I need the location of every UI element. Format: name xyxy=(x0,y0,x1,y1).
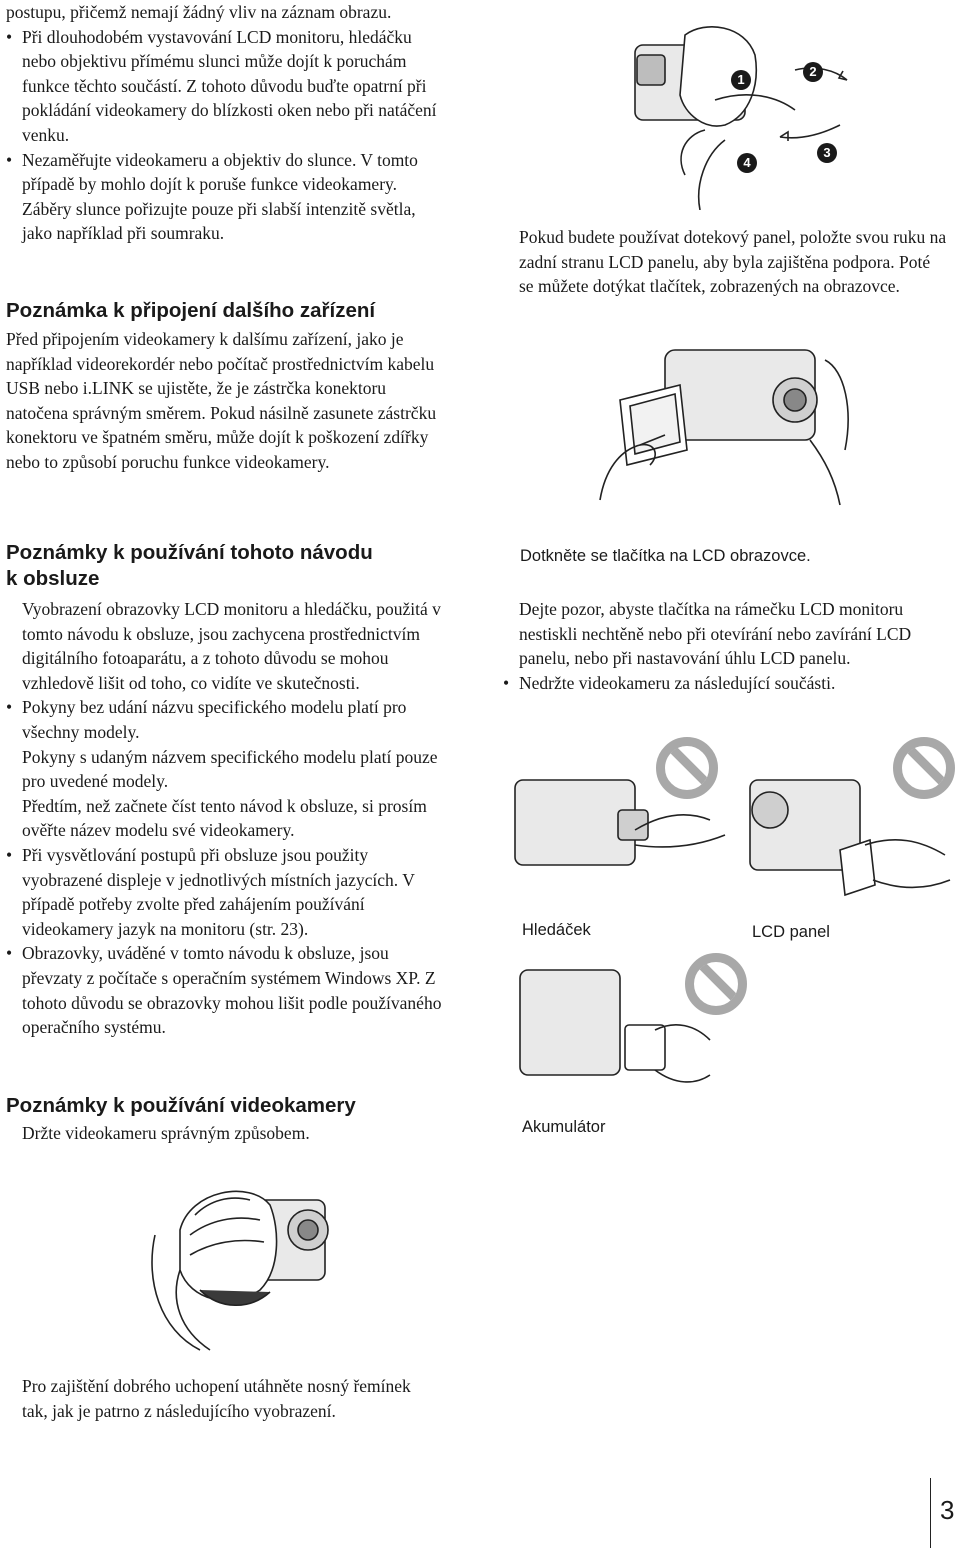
caution-item xyxy=(503,671,948,696)
strap-note-text: Pro zajištění dobrého uchopení utáhněte nosný řemínek tak, jak je patrno z následujícího vyobrazení. xyxy=(22,1376,411,1421)
intro-text-0: postupu, přičemž nemají žádný vliv na záznam obrazu. xyxy=(6,2,392,22)
lcd-touch-illustration xyxy=(595,330,855,510)
label-battery: Akumulátor xyxy=(522,1118,606,1136)
manual-note xyxy=(6,941,446,1039)
camera-notes-list xyxy=(6,1121,446,1146)
grip-illustration xyxy=(140,1160,340,1360)
section-title-manual-line1: Poznámky k používání tohoto návodu xyxy=(6,541,373,564)
intro-text-1: Při dlouhodobém vystavování LCD monitoru, hledáčku nebo objektivu přímému slunci může dojít k poruchám funkce těchto součástí. Z tohoto důvodu buďte opatrní při pokládání videokamery do blízkosti oken nebo při natáčení venku. xyxy=(22,26,437,145)
page-number: 3 xyxy=(940,1495,955,1525)
intro-text-2: Nezaměřujte videokameru a objektiv do slunce. V tomto případě by mohlo dojít k poruše funkce videokamery. Záběry slunce pořizujte pouze při slabší intenzitě světla, jako například při soumraku. xyxy=(22,149,418,244)
section-title-manual xyxy=(6,540,466,592)
manual-note-cont-2: Předtím, než začnete číst tento návod k obsluze, si prosím ověřte název modelu své videokamery. xyxy=(22,795,427,841)
strap-note xyxy=(6,1374,426,1423)
lcd-note xyxy=(503,225,948,299)
label-viewfinder: Hledáček xyxy=(522,921,591,939)
prohibited-icon-lcd xyxy=(893,737,955,799)
manual-note-cont-1: Pokyny s udaným názvem specifického modelu platí pouze pro uvedené modely. xyxy=(22,746,438,792)
prohibited-icon-viewfinder xyxy=(656,737,718,799)
manual-notes-list xyxy=(6,597,446,1040)
lcd-caption: Dotkněte se tlačítka na LCD obrazovce. xyxy=(520,547,811,565)
intro-item-continued xyxy=(6,0,446,25)
manual-note-text-2: Při vysvětlování postupů při obsluze jsou použity vyobrazené displeje v jednotlivých místních jazycích. V případě potřeby zvolte před zahájením používání videokamery jazyk na monitoru (str. 23). xyxy=(22,844,415,939)
label-lcd-panel: LCD panel xyxy=(752,923,830,941)
prohibited-slash xyxy=(696,959,746,1009)
intro-list xyxy=(6,0,446,246)
prohibited-icon-battery xyxy=(685,953,747,1015)
manual-note-text-1: Pokyny bez udání názvu specifického modelu platí pro všechny modely. xyxy=(22,697,407,742)
step-badge-4: 4 xyxy=(737,153,757,173)
manual-note xyxy=(6,843,446,941)
page-number-rule xyxy=(930,1478,931,1548)
prohibited-slash xyxy=(667,743,717,793)
manual-note xyxy=(6,597,446,695)
step-badge-3: 3 xyxy=(817,143,837,163)
strap-notes-list xyxy=(6,1374,426,1423)
lcd-note-text: Pokud budete používat dotekový panel, položte svou ruku na zadní stranu LCD panelu, aby byla zajištěna podpora. Poté se můžete dotýkat tlačítek, zobrazených na obrazovce. xyxy=(519,227,947,297)
caution-list xyxy=(503,597,948,695)
intro-item xyxy=(6,148,446,246)
step-badge-2: 2 xyxy=(803,62,823,82)
step-badge-1: 1 xyxy=(731,70,751,90)
caution-item xyxy=(503,597,948,671)
section-title-manual-line2: k obsluze xyxy=(6,567,100,590)
caution-text-0: Dejte pozor, abyste tlačítka na rámečku LCD monitoru nestiskli nechtěně nebo při otevírání nebo zavírání LCD panelu, nebo při nastavování úhlu LCD panelu. xyxy=(519,599,912,669)
lcd-notes-list xyxy=(503,225,948,299)
strap-steps-illustration xyxy=(625,15,855,210)
manual-note xyxy=(6,695,446,843)
section-title-camera: Poznámky k používání videokamery xyxy=(6,1094,356,1117)
manual-note-text-3: Obrazovky, uváděné v tomto návodu k obsluze, jsou převzaty z počítače s operačním systémem Windows XP. Z tohoto důvodu se obrazovky mohou lišit podle používaného operačního systému. xyxy=(22,943,442,1038)
prohibited-slash xyxy=(904,743,954,793)
manual-note-text-0: Vyobrazení obrazovky LCD monitoru a hledáčku, použitá v tomto návodu k obsluze, jsou zachycena prostřednictvím digitálního fotoaparátu, a z tohoto důvodu se mohou vzhledově lišit od toho, co vidíte ve skutečnosti. xyxy=(22,599,441,693)
camera-note xyxy=(6,1121,446,1146)
caution-text-1: Nedržte videokameru za následující součásti. xyxy=(519,672,836,693)
section-title-connection: Poznámka k připojení dalšího zařízení xyxy=(6,299,376,322)
camera-note-text: Držte videokameru správným způsobem. xyxy=(22,1123,310,1143)
section-text-connection: Před připojením videokamery k dalšímu zařízení, jako je například videorekordér nebo počítač prostřednictvím kabelu USB nebo i.LINK se ujistěte, že je zástrčka konektoru natočena správným směrem. Pokud násilně zasunete zástrčku konektoru ve špatném směru, může dojít k poškození zdířky nebo to způsobí poruchu funkce videokamery. xyxy=(6,329,437,472)
intro-item xyxy=(6,25,446,148)
